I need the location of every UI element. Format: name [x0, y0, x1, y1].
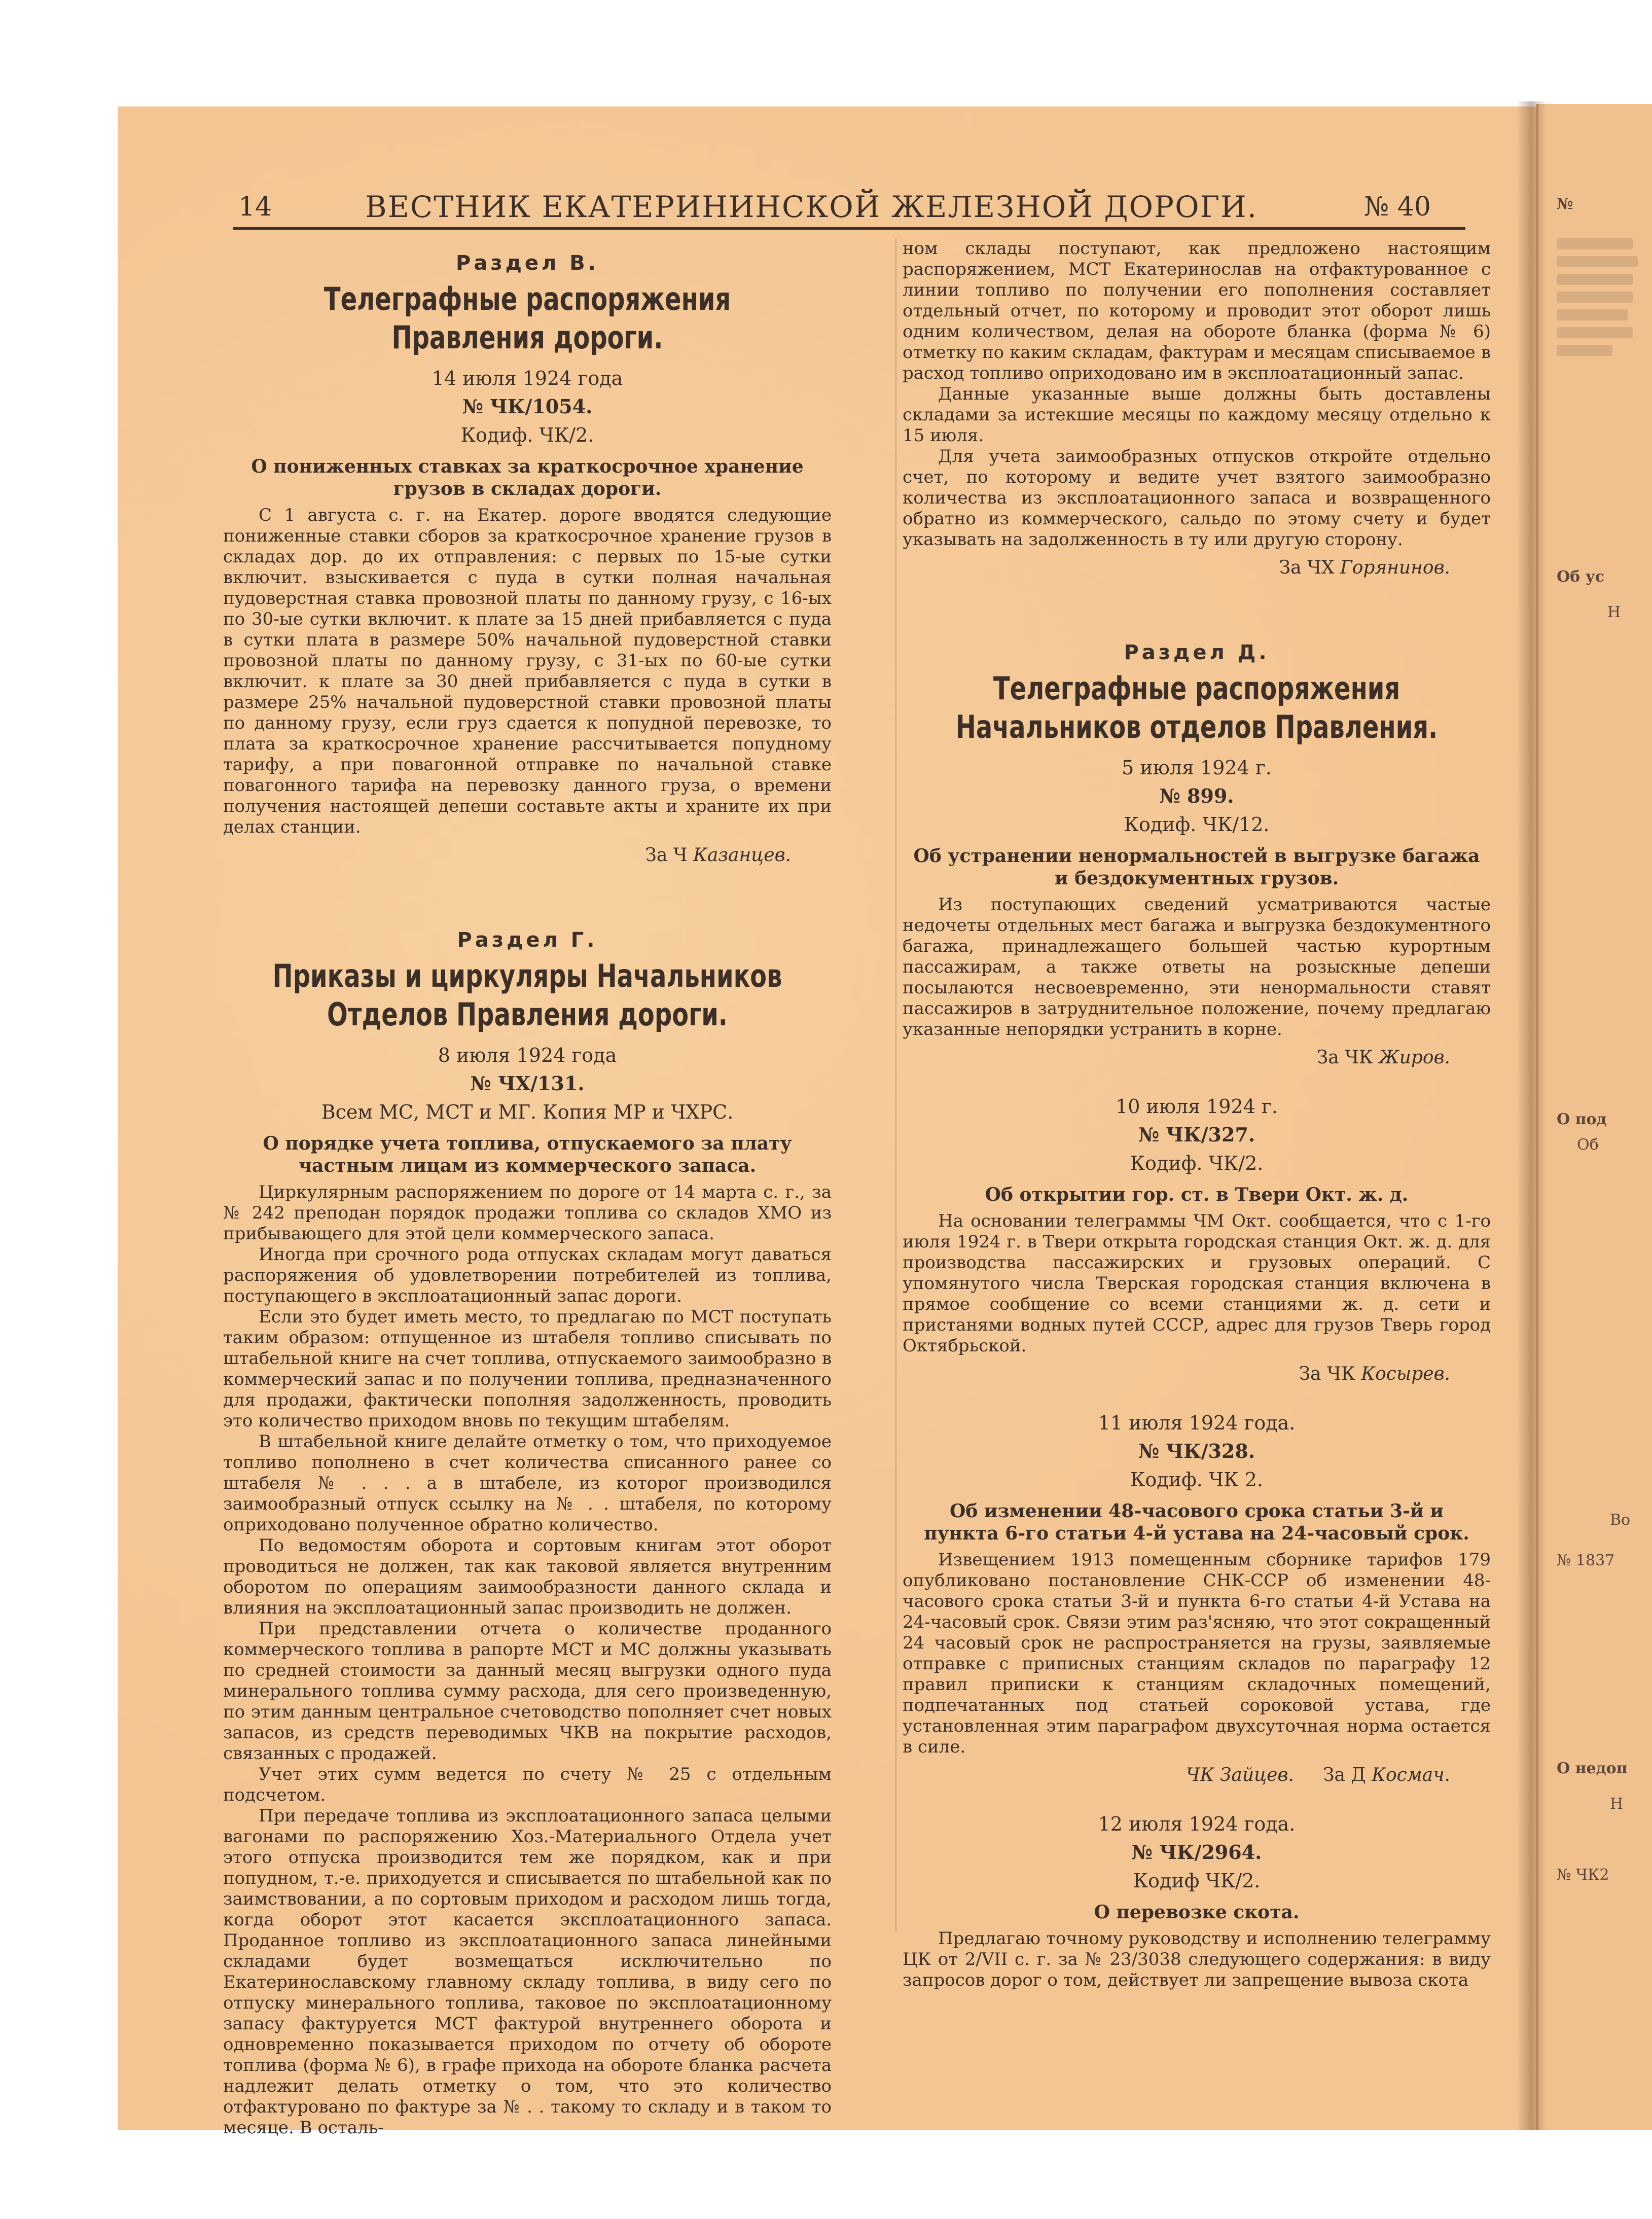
doc-number: № ЧК/1054. [462, 395, 593, 418]
doc-date: 12 июля 1924 года. [1098, 1813, 1296, 1835]
paragraph: Данные указанные выше должны быть доставлены складами за истекшие месяцы по каждому месяцу отдельно к 15 июля. [903, 384, 1491, 446]
doc-kodif: Кодиф. ЧК/2. [460, 424, 594, 446]
doc-kodif: Кодиф. ЧК/12. [1124, 813, 1270, 836]
signature-prefix: За ЧК [1316, 1047, 1373, 1068]
doc-kodif: Кодиф. ЧК 2. [1130, 1469, 1264, 1491]
doc-date: 5 июля 1924 г. [1122, 757, 1272, 779]
doc-number: № ЧК/327. [1138, 1123, 1255, 1146]
edge-text: № [1557, 195, 1573, 213]
edge-text: Об ус [1557, 568, 1605, 586]
paragraph: Иногда при срочного рода отпусках складам могут даваться распоряжения об удовлетворении потребителей из топлива, поступающего в эксплоатационный запас дороги. [223, 1244, 832, 1306]
section-label: Раздел Д. [1124, 641, 1270, 664]
signature-prefix: За ЧХ [1279, 557, 1335, 578]
signature [223, 845, 791, 866]
edge-text: О под [1557, 1111, 1607, 1128]
doc-date: 8 июля 1924 года [438, 1044, 617, 1066]
newspaper-title: ВЕСТНИК ЕКАТЕРИНИНСКОЙ ЖЕЛЕЗНОЙ ДОРОГИ. [365, 190, 1258, 224]
paragraph: Предлагаю точному руководству и исполнению телеграмму ЦК от 2/VII с. г. за № 23/3038 следующего содержания: в виду запросов дорог о том, действует ли запрещение вывоза скота [903, 1928, 1491, 1990]
doc-subject: Об устранении ненормальностей в выгрузке багажа и бездокументных грузов. [913, 845, 1480, 889]
doc-kodif: Кодиф ЧК/2. [1133, 1870, 1261, 1892]
paragraph: Если это будет иметь место, то предлагаю по МСТ поступать таким образом: отпущенное из штабеля топливо списывать по штабельной книге на счет топлива, отпускаемого заимообразно в коммерческий запас и по получении топлива, предназначенного для продажи, фактически пополняя задолженность, проводить это количество приходом вновь по текущим штабелям. [223, 1307, 832, 1431]
signature [903, 557, 1450, 578]
doc-recipients: Всем МС, МСТ и МГ. Копия МР и ЧХРС. [321, 1101, 734, 1123]
edge-text-smudge [1557, 309, 1628, 320]
edge-text-smudge [1557, 292, 1633, 303]
paragraph: Из поступающих сведений усматриваются частые недочеты отдельных мест багажа и выгрузка бездокументного багажа, принадлежащего большей частью курортным пассажирам, а также ответы на розыскные депеши посылаются несвоевременно, эти ненормальности ставят пассажиров в затруднительное положение, почему предлагаю указанные непорядки устранить в корне. [903, 894, 1491, 1040]
edge-text: Об [1577, 1136, 1599, 1154]
right-column [903, 238, 1491, 1991]
paragraph: При представлении отчета о количестве проданного коммерческого топлива в рапорте МСТ и МС должны указывать по средней стоимости за данный месяц выгрузки одного пуда минерального топлива сумму расхода, для сего произведенную, по этим данным центральное счетоводство пополняет счет новых запасов, из средств переводимых ЧКВ на покрытие расходов, связанных с продажей. [223, 1619, 832, 1764]
edge-text-smudge [1557, 238, 1633, 249]
doc-number: № 899. [1159, 784, 1234, 807]
doc-number: № ЧК/2964. [1131, 1841, 1262, 1864]
header-rule [233, 227, 1465, 230]
page-number: 14 [238, 192, 272, 222]
paragraph: Циркулярным распоряжением по дороге от 14 марта с. г., за № 242 преподан порядок продажи топлива со складов ХМО из прибывающего для этой цели коммерческого запаса. [223, 1182, 832, 1244]
edge-text: Н [1610, 1795, 1624, 1813]
paragraph: С 1 августа с. г. на Екатер. дороге вводятся следующие пониженные ставки сборов за краткосрочное хранение грузов в складах дор. до их отправления: с первых по 15-ые сутки включит. взыскивается с пуда в сутки полная начальная пудоверстная ставка провозной платы по данному грузу, с 16-ых по 30-ые сутки включит. к плате за 15 дней прибавляется с пуда в сутки плата в размере 50% начальной пудоверстной ставки провозной платы по данному грузу, с 31-ых по 60-ые сутки включит. к плате за 30 дней прибавляется с пуда в сутки в размере 25% начальной пудоверстной ставки провозной платы по данному грузу, если груз сдается к попудной перевозке, то плата за краткосрочное хранение рассчитывается попудному тарифу, а при повагонной отправке по начальной ставке повагонного тарифа на перевозку данного груза, о времени получения настоящей депеши составьте акты и храните их при делах станции. [223, 505, 832, 837]
paragraph: Извещением 1913 помещенным сборнике тарифов 179 опубликовано постановление СНК-ССР об изменении 48-часового срока статьи 3-й и пункта 6-го статьи 4-й Устава на 24-часовый срок. Связи этим раз'ясняю, что этот сокращенный 24 часовый срок не распространяется на грузы, заявляемые отправке с припиcных станциям складов по параграфу 12 правил приписки к станциям складочных помещений, подпечатанных под статьей сороковой устава, где установленная этим параграфом двухсуточная норма остается в силе. [903, 1550, 1491, 1757]
doc-subject: Об открытии гор. ст. в Твери Окт. ж. д. [985, 1184, 1409, 1205]
paragraph: ном склады поступают, как предложено настоящим распоряжением, МСТ Екатеринослав на отфактурованное с линии топливо по получении его пополнения составляет отдельный отчет, по которому и проводит этот оборот лишь одним количеством, делая на обороте бланка (форма № 6) отметку по каким складам, фактурам и месяцам списываемое в расход топливо оприходовано им в эксплоатационный запас. [903, 238, 1491, 383]
issue-number: № 40 [1364, 192, 1431, 222]
signature-name: Жиров. [1379, 1047, 1450, 1068]
signature-prefix: За ЧК [1299, 1364, 1355, 1384]
background-bottom [0, 2130, 1652, 2219]
edge-text-smudge [1557, 256, 1638, 267]
section-title: Телеграфные распоряжения Правления дороги. [324, 280, 731, 356]
signature-name: Казанцев. [693, 845, 791, 866]
signature-prefix: За Ч [645, 845, 688, 866]
column-divider [895, 238, 896, 1932]
edge-text-smudge [1557, 327, 1633, 338]
signature [903, 1765, 1450, 1785]
doc-subject: Об изменении 48-часового срока статьи 3-й и пункта 6-го статьи 4-й устава на 24-часовый срок. [924, 1500, 1469, 1544]
signature [903, 1047, 1450, 1068]
signature-name: Горянинов. [1340, 557, 1450, 578]
doc-date: 14 июля 1924 года [432, 367, 623, 389]
doc-number: № ЧК/328. [1138, 1440, 1255, 1462]
doc-date: 10 июля 1924 г. [1116, 1095, 1278, 1118]
doc-kodif: Кодиф. ЧК/2. [1130, 1152, 1264, 1174]
section-label: Раздел В. [456, 252, 599, 275]
paragraph: По ведомостям оборота и сортовым книгам этот оборот проводиться не должен, так как таковой является внутренним оборотом по операциям заимообразности данного склада и влияния на эксплоатационный запас производить не должен. [223, 1535, 832, 1618]
signature-name: ЧК Зайцев. [1186, 1765, 1294, 1785]
signature-name: Косырев. [1361, 1364, 1450, 1384]
edge-text: № 1837 [1557, 1552, 1615, 1569]
doc-number: № ЧХ/131. [470, 1072, 585, 1095]
page-gutter [1516, 101, 1547, 2130]
section-label: Раздел Г. [457, 928, 598, 952]
paragraph: На основании телеграммы ЧМ Окт. сообщается, что с 1-го июля 1924 г. в Твери открыта городская станция Окт. ж. д. для производства пассажирских и грузовых операций. С упомянутого числа Тверская городская станция включена в прямое сообщение со всеми станциями ж. д. сети и пристанями водных путей СССР, адрес для грузов Тверь город Октябрьской. [903, 1211, 1491, 1356]
doc-date: 11 июля 1924 года. [1098, 1412, 1296, 1434]
section-title: Приказы и циркуляры Начальников Отделов Правления дороги. [272, 957, 782, 1033]
paragraph: Для учета заимообразных отпусков откройте отдельно счет, по которому и ведите учет взятого заимообразно количества из эксплоатационного запаса и возвращенного обратно из коммерческого, сальдо по этому счету и будет указывать на задолженность в ту или другую сторону. [903, 446, 1491, 550]
signature-prefix: За Д [1323, 1765, 1366, 1785]
edge-text: Во [1610, 1511, 1631, 1529]
section-title: Телеграфные распоряжения Начальников отделов Правления. [955, 670, 1438, 745]
paragraph: При передаче топлива из эксплоатационного запаса целыми вагонами по распоряжению Хоз.-Материального Отдела учет этого отпуска производится тем же порядком, как и при попудном, т.-е. приходуется и списывается по штабельной как по заимствовании, а по сортовым приходом и расходом лишь тогда, когда оборот этот касается эксплоатационного запаса. Проданное топливо из эксплоатационного запаса линейными складами будет возмещаться исключительно по Екатеринославскому главному складу топлива, в виду сего по отпуску минерального топлива, таковое по эксплоатационному запасу фактуруется МСТ фактурой внутреннего оборота и одновременно показывается приходом по отчету об обороте топлива (форма № 6), в графе прихода на обороте бланка расчета надлежит делать отметку о том, что это количество отфактуровано по фактуре за № . . такому то складу и в таком то месяце. В осталь- [223, 1806, 832, 2138]
signature-name: Космач. [1372, 1765, 1450, 1785]
doc-subject: О пониженных ставках за краткосрочное хранение грузов в складах дороги. [251, 456, 804, 499]
doc-subject: О перевозке скота. [1094, 1902, 1300, 1923]
edge-text: О недоп [1557, 1760, 1628, 1777]
paragraph: В штабельной книге делайте отметку о том, что приходуемое топливо пополнено в счет количества списанного ранее со штабеля № . . . а в штабеле, из которог производился заимообразный отпуск ссылку на № . . штабеля, по которому оприходовано полученное обратно количество. [223, 1431, 832, 1535]
doc-subject: О порядке учета топлива, отпускаемого за плату частным лицам из коммерческого запаса. [263, 1133, 792, 1176]
edge-text-smudge [1557, 345, 1612, 356]
signature [903, 1364, 1450, 1384]
edge-text: № ЧК2 [1557, 1866, 1609, 1884]
left-column [223, 238, 832, 2138]
edge-text-smudge [1557, 274, 1633, 285]
paragraph: Учет этих сумм ведется по счету № 25 с отдельным подсчетом. [223, 1764, 832, 1805]
edge-text: Н [1607, 603, 1621, 621]
